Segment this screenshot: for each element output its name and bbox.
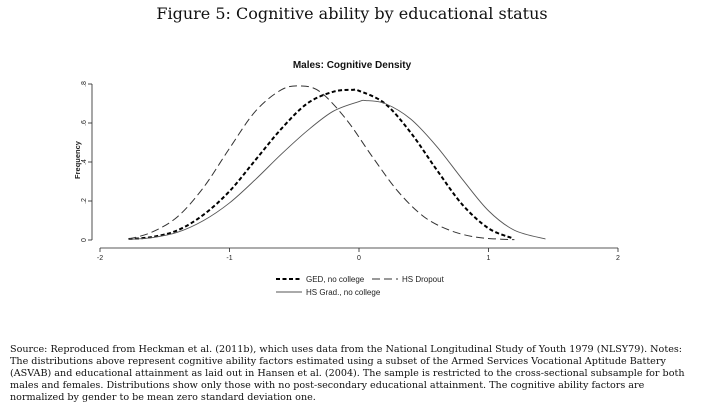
y-tick-label: .2 [81, 198, 88, 204]
x-tick-label: -2 [96, 255, 104, 262]
legend [276, 275, 445, 297]
series-line-1 [128, 89, 511, 239]
legend-label-1: GED, no college [306, 275, 365, 284]
x-tick-label: 0 [357, 255, 361, 262]
x-tick-label: -1 [226, 255, 233, 262]
y-axis-label: Frequency [73, 141, 82, 179]
figure-title: Figure 5: Cognitive ability by educational status [156, 4, 548, 23]
x-tick-label: 2 [616, 255, 620, 262]
y-tick-label: 0 [81, 238, 88, 242]
x-tick-label: 1 [486, 255, 491, 262]
y-tick-label: .4 [81, 159, 88, 165]
y-tick-label: .6 [81, 120, 88, 126]
y-tick-label: .8 [81, 81, 88, 87]
legend-label-3: HS Grad., no college [306, 288, 381, 297]
series-line-2 [128, 86, 514, 240]
series-layer [128, 86, 545, 240]
series-line-3 [128, 100, 545, 239]
source-note: Source: Reproduced from Heckman et al. (2011b), which uses data from the National Longitudinal Study of Youth 1979 (NLSY79). Notes: The distributions above represent cognitive ability factors estimated using a subset of the Armed Services Vocational Aptitude Battery (ASVAB) and educational attainment as laid out in Hansen et al. (2004). The sample is restricted to the cross-sectional subsample for both males and females. Distributions show only those with no post-secondary educational attainment. The cognitive ability factors are normalized by gender to be mean zero standard deviation one. [10, 344, 685, 403]
chart-title: Males: Cognitive Density [292, 60, 412, 71]
legend-label-2: HS Dropout [402, 275, 444, 284]
